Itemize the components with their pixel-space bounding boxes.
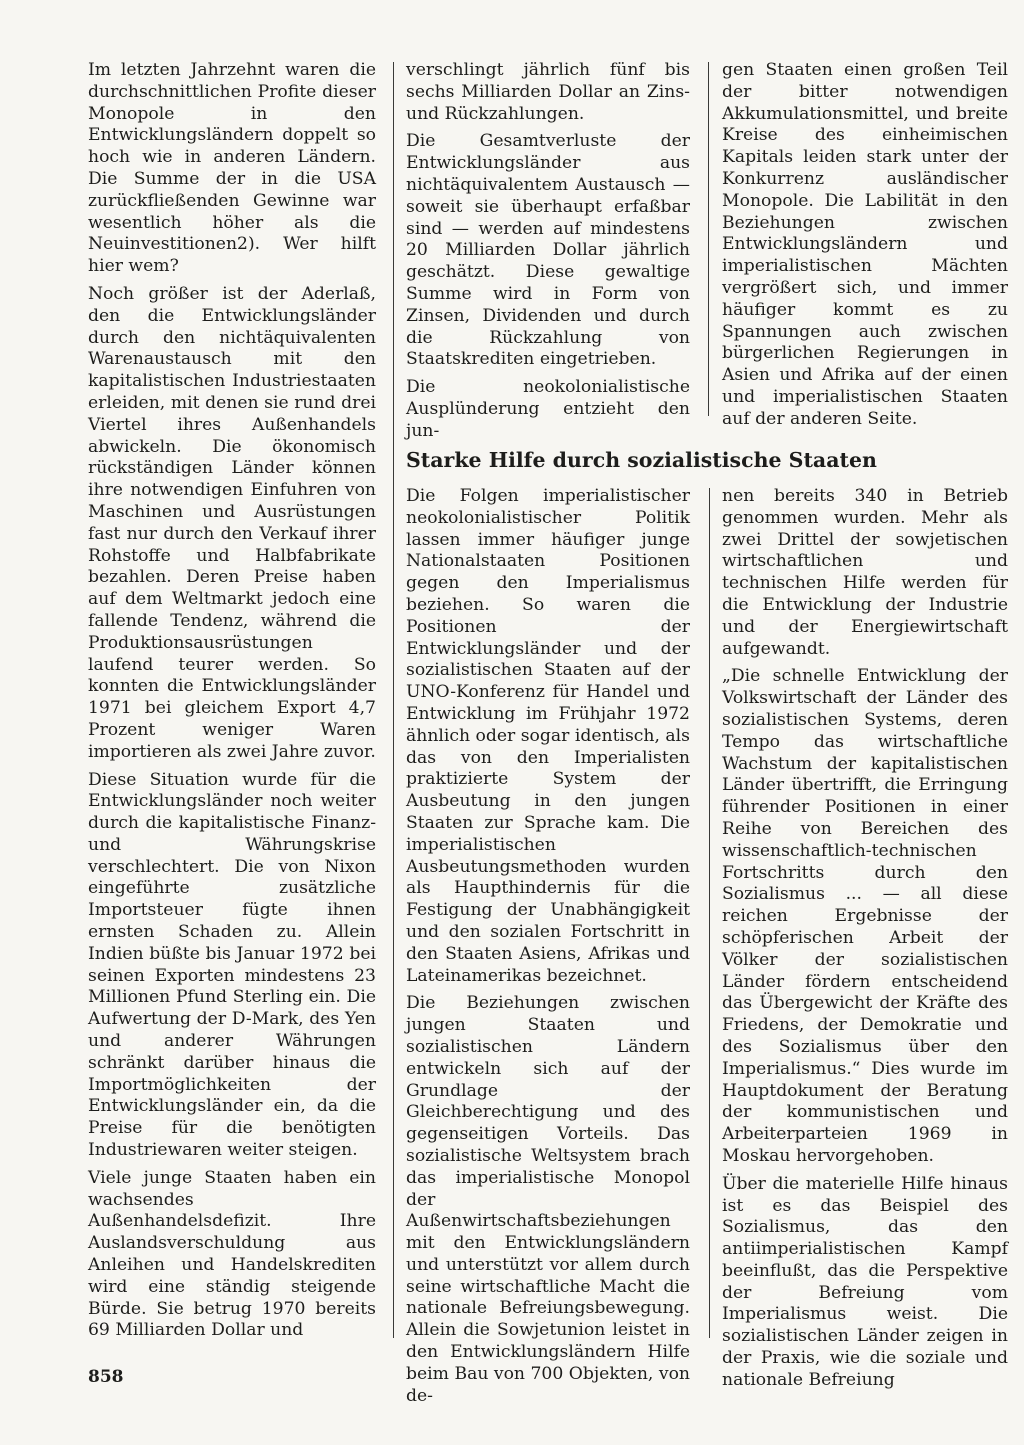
paragraph: Die neokolonialistische Ausplünderung entzieht den jun- xyxy=(406,377,690,441)
paragraph: Die Beziehungen zwischen jungen Staaten und sozialistischen Ländern entwickeln sich auf der Grundlage der Gleichberechtigung und des gegenseitigen Vorteils. Das sozialistische Weltsystem brach das imperialistische Monopol der Außenwirtschaftsbeziehungen mit den Entwicklungsländern und unterstützt vor allem durch seine wirtschaftliche Macht die nationale Befreiungsbewegung. Allein die Sowjetunion leistet in den Entwicklungsländern Hilfe beim Bau von 700 Objekten, von de- xyxy=(406,993,690,1406)
column-3-top xyxy=(722,60,1008,437)
column-divider xyxy=(708,62,709,416)
paragraph: Viele junge Staaten haben ein wachsendes Außenhandelsdefizit. Ihre Auslandsverschuldung aus Anleihen und Handelskrediten wird eine ständig steigende Bürde. Sie betrug 1970 bereits 69 Milliarden Dollar und xyxy=(88,1167,376,1341)
page-number: 858 xyxy=(88,1367,124,1387)
paragraph: Diese Situation wurde für die Entwicklungsländer noch weiter durch die kapitalistische Finanz- und Währungskrise verschlechtert. Die von Nixon eingeführte zusätzliche Importsteuer fügte ihnen ernsten Schaden zu. Allein Indien büßte bis Januar 1972 bei seinen Exporten mindestens 23 Millionen Pfund Sterling ein. Die Aufwertung der D-Mark, des Yen und anderer Währungen schränkt darüber hinaus die Importmöglichkeiten der Entwicklungsländer ein, da die Preise für die benötigten Industriewaren weiter steigen. xyxy=(88,769,376,1161)
paragraph: „Die schnelle Entwicklung der Volkswirtschaft der Länder des sozialistischen Systems, deren Tempo das wirtschaftliche Wachstum der kapitalistischen Länder übertrifft, die Erringung führender Positionen in einer Reihe von Bereichen des wissenschaftlich-technischen Fortschritts durch den Sozialismus ... — all diese reichen Ergebnisse der schöpferischen Arbeit der Völker der sozialistischen Länder fördern entscheidend das Übergewicht der Kräfte des Friedens, der Demokratie und des Sozialismus über den Imperialismus.“ Dies wurde im Hauptdokument der Beratung der kommunistischen und Arbeiterparteien 1969 in Moskau hervorgehoben. xyxy=(722,666,1008,1166)
section-heading: Starke Hilfe durch sozialistische Staaten xyxy=(406,448,877,472)
paragraph: gen Staaten einen großen Teil der bitter notwendigen Akkumulationsmittel, und breite Kreise des einheimischen Kapitals leiden stark unter der Konkurrenz ausländischer Monopole. Die Labilität in den Beziehungen zwischen Entwicklungsländern und imperialistischen Mächten vergrößert sich, und immer häufiger kommt es zu Spannungen auch zwischen bürgerlichen Regierungen in Asien und Afrika auf der einen und imperialistischen Staaten auf der anderen Seite. xyxy=(722,60,1008,429)
column-1 xyxy=(88,60,376,1348)
column-divider xyxy=(709,488,710,1338)
paragraph: Über die materielle Hilfe hinaus ist es das Beispiel des Sozialismus, das den antiimperialistischen Kampf beeinflußt, das die Perspektive der Befreiung vom Imperialismus weist. Die sozialistischen Länder zeigen in der Praxis, wie die soziale und nationale Befreiung xyxy=(722,1173,1008,1390)
paragraph: Die Gesamtverluste der Entwicklungsländer aus nichtäquivalentem Austausch — soweit sie überhaupt erfaßbar sind — werden auf mindestens 20 Milliarden Dollar jährlich geschätzt. Diese gewaltige Summe wird in Form von Zinsen, Dividenden und durch die Rückzahlung von Staatskrediten eingetrieben. xyxy=(406,131,690,370)
column-3-bottom xyxy=(722,486,1008,1398)
column-divider xyxy=(393,62,394,1338)
paragraph: Die Folgen imperialistischer neokolonialistischer Politik lassen immer häufiger junge Nationalstaaten Positionen gegen den Imperialismus beziehen. So waren die Positionen der Entwicklungsländer und der sozialistischen Staaten auf der UNO-Konferenz für Handel und Entwicklung im Frühjahr 1972 ähnlich oder sogar identisch, als das von den Imperialisten praktizierte System der Ausbeutung in den jungen Staaten zur Sprache kam. Die imperialistischen Ausbeutungsmethoden wurden als Haupthindernis für die Festigung der Unabhängigkeit und den sozialen Fortschritt in den Staaten Asiens, Afrikas und Lateinamerikas bezeichnet. xyxy=(406,486,690,986)
column-2-top xyxy=(406,60,690,449)
paragraph: Noch größer ist der Aderlaß, den die Entwicklungsländer durch den nichtäquivalenten Warenaustausch mit den kapitalistischen Industriestaaten erleiden, mit denen sie rund drei Viertel ihres Außenhandels abwickeln. Die ökonomisch rückständigen Länder können ihre notwendigen Einfuhren von Maschinen und Ausrüstungen fast nur durch den Verkauf ihrer Rohstoffe und Halbfabrikate bezahlen. Deren Preise haben auf dem Weltmarkt jedoch eine fallende Tendenz, während die Produktionsausrüstungen laufend teurer werden. So konnten die Entwicklungsländer 1971 bei gleichem Export 4,7 Prozent weniger Waren importieren als zwei Jahre zuvor. xyxy=(88,283,376,762)
paragraph: verschlingt jährlich fünf bis sechs Milliarden Dollar an Zins- und Rückzahlungen. xyxy=(406,60,690,124)
column-2-bottom xyxy=(406,486,690,1413)
paragraph: Im letzten Jahrzehnt waren die durchschnittlichen Profite dieser Monopole in den Entwicklungsländern doppelt so hoch wie in anderen Ländern. Die Summe der in die USA zurückfließenden Gewinne war wesentlich höher als die Neuinvestitionen2). Wer hilft hier wem? xyxy=(88,60,376,277)
paragraph: nen bereits 340 in Betrieb genommen wurden. Mehr als zwei Drittel der sowjetischen wirtschaftlichen und technischen Hilfe werden für die Entwicklung der Industrie und der Energiewirtschaft aufgewandt. xyxy=(722,486,1008,659)
